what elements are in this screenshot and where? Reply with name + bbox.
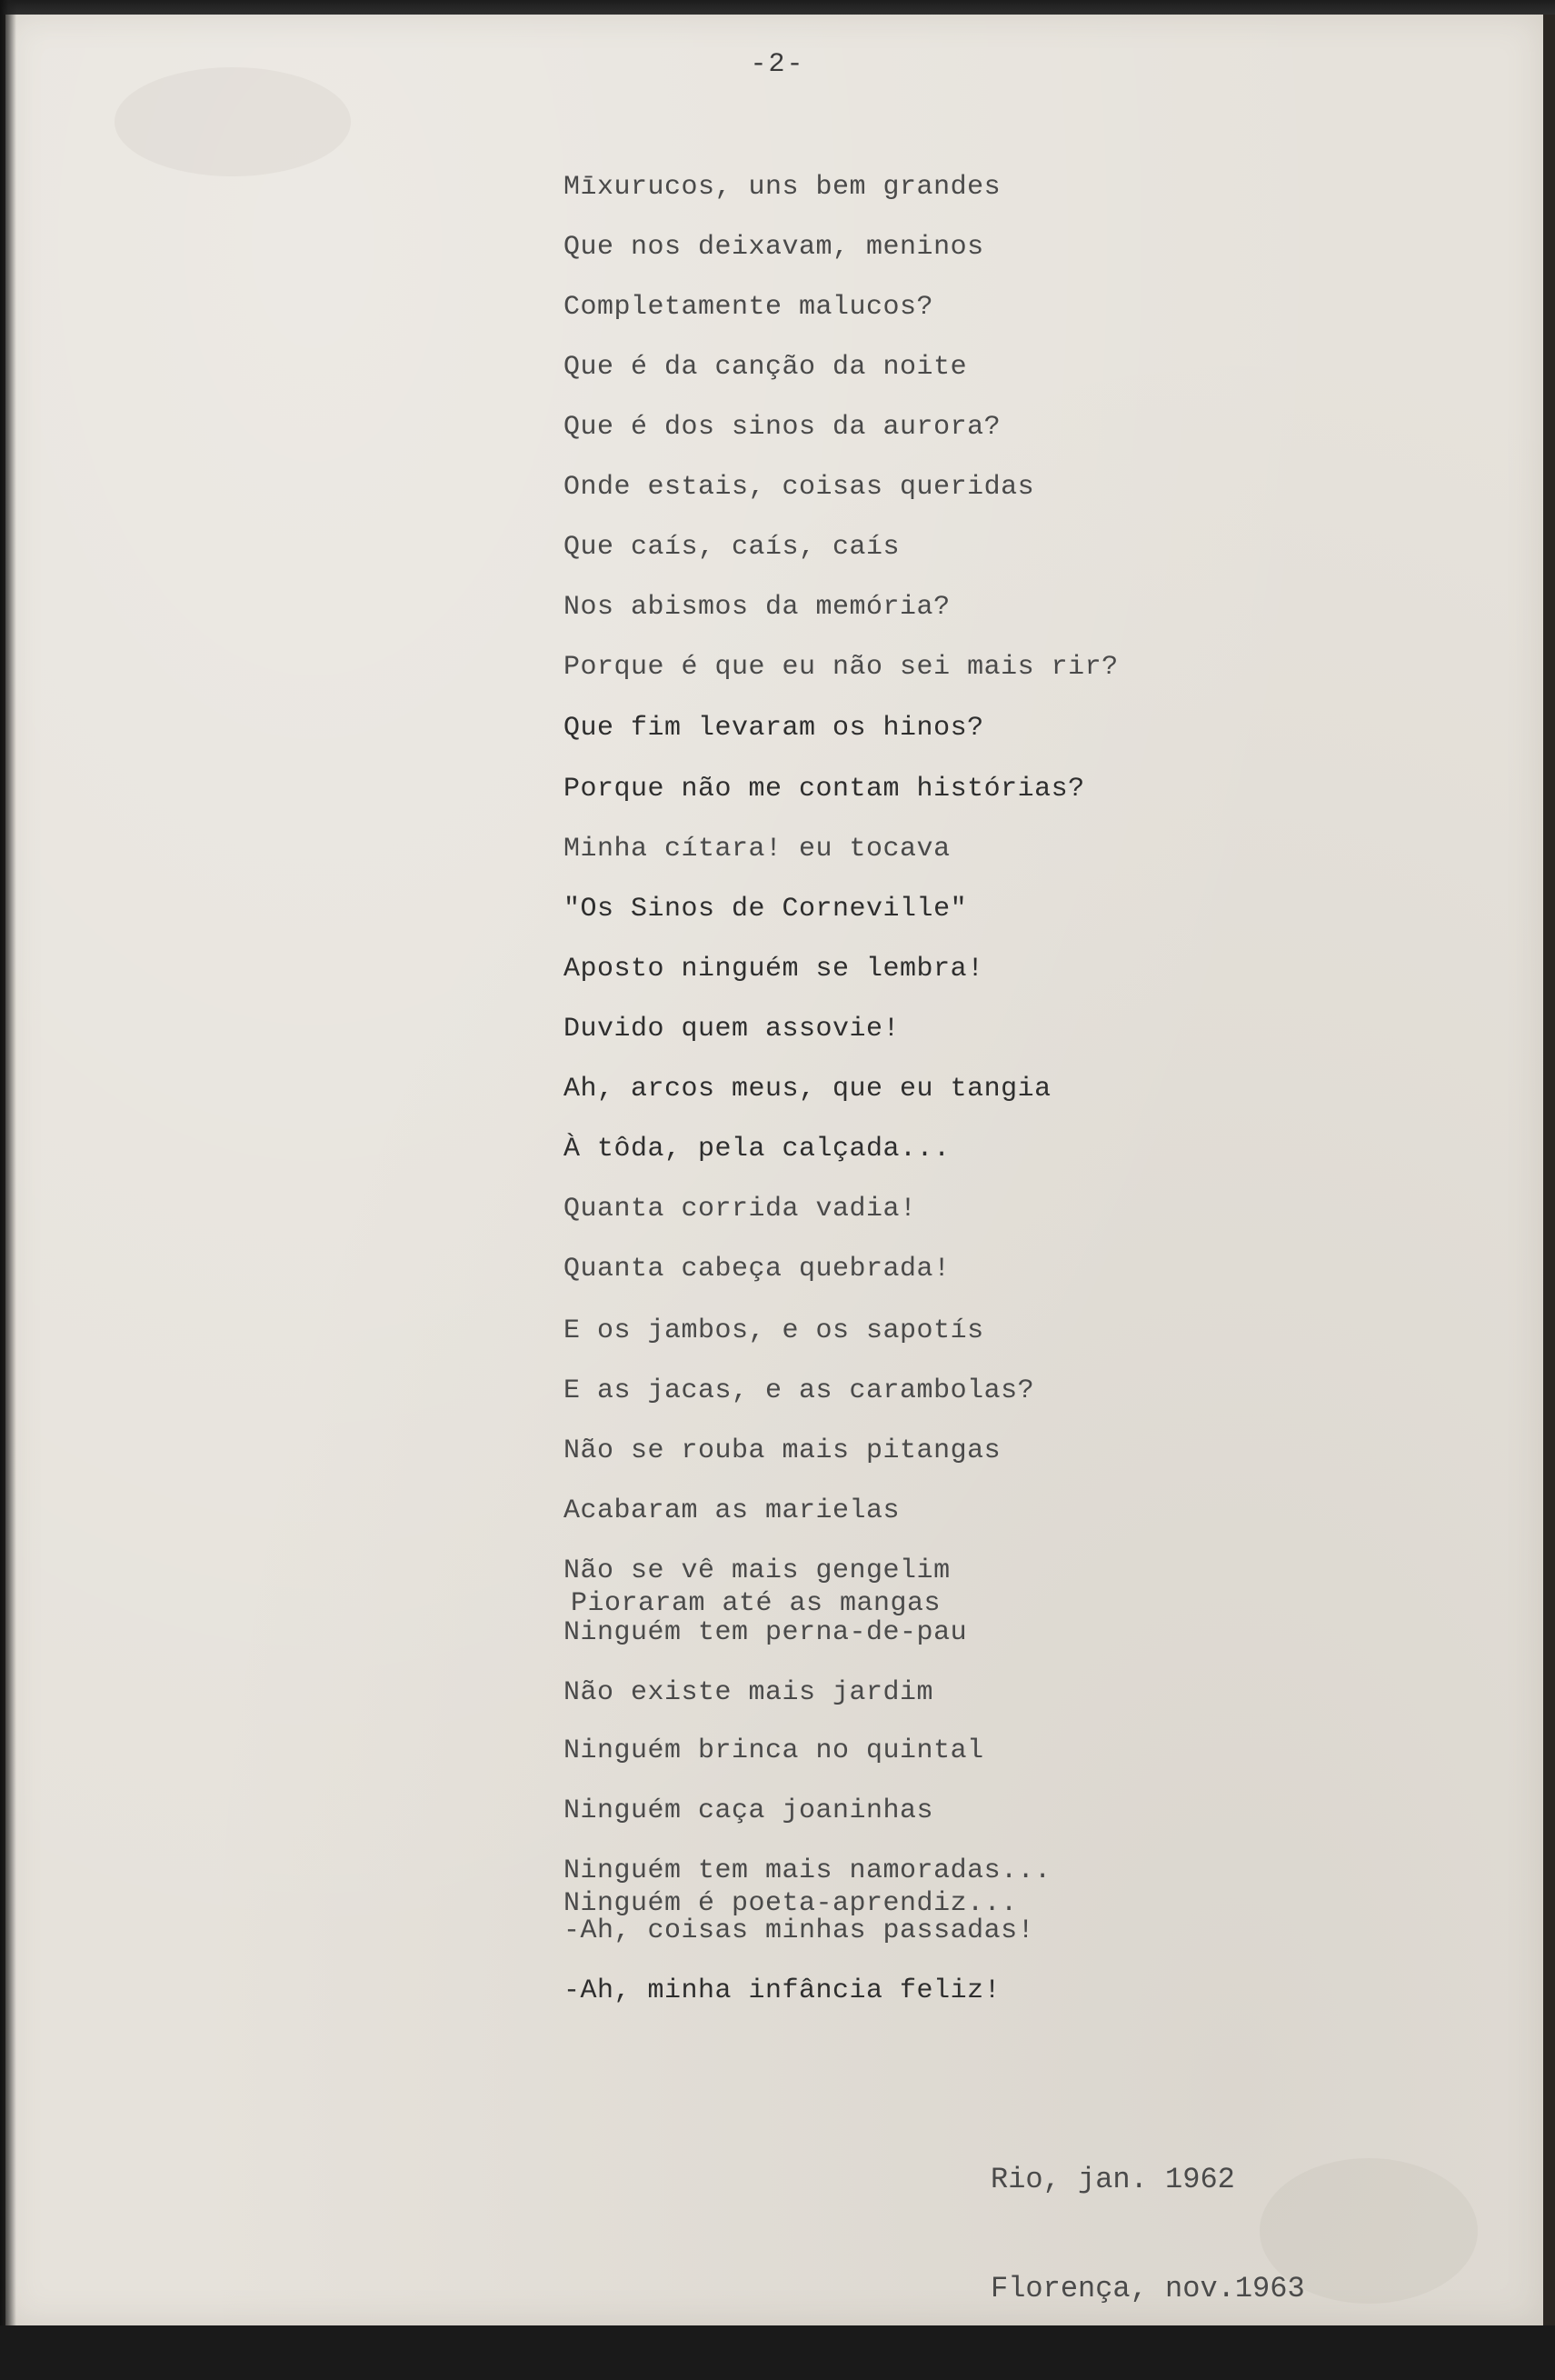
poem-line: Não existe mais jardim xyxy=(563,1677,934,1708)
poem-line: Ninguém tem perna-de-pau xyxy=(563,1617,968,1648)
poem-line: Mīxurucos, uns bem grandes xyxy=(563,172,1002,203)
poem-line: Pioraram até as mangas xyxy=(571,1588,942,1619)
signature-line-2: Florença, nov.1963 xyxy=(991,2272,1305,2305)
poem-line: Ninguém brinca no quintal xyxy=(563,1735,984,1766)
poem-line: Quanta cabeça quebrada! xyxy=(563,1254,951,1285)
poem-line: Onde estais, coisas queridas xyxy=(563,472,1035,503)
poem-line: -Ah, coisas minhas passadas! xyxy=(563,1915,1035,1946)
poem-line: Acabaram as marielas xyxy=(563,1495,901,1526)
poem-line: Não se vê mais gengelim xyxy=(563,1555,951,1586)
poem-line: Completamente malucos? xyxy=(563,292,934,323)
poem-line: À tôda, pela calçada... xyxy=(563,1134,951,1165)
poem-line: Quanta corrida vadia! xyxy=(563,1194,917,1225)
poem-line: Ninguém tem mais namoradas... xyxy=(563,1855,1052,1886)
poem-line: Ah, arcos meus, que eu tangia xyxy=(563,1074,1052,1105)
poem-line: Porque não me contam histórias? xyxy=(563,774,1085,805)
poem-line: Não se rouba mais pitangas xyxy=(563,1435,1002,1466)
poem-line: Nos abismos da memória? xyxy=(563,592,951,623)
poem-line: Aposto ninguém se lembra! xyxy=(563,954,984,985)
scan-left-shadow xyxy=(0,0,16,2325)
page-number: -2- xyxy=(750,49,805,80)
poem-line: "Os Sinos de Corneville" xyxy=(563,894,968,925)
poem-line: Que nos deixavam, meninos xyxy=(563,232,984,263)
poem-line: Porque é que eu não sei mais rir? xyxy=(563,652,1119,683)
poem-line: Que é dos sinos da aurora? xyxy=(563,412,1002,443)
poem-line: Ninguém é poeta-aprendiz... xyxy=(563,1888,1018,1919)
paper-stain xyxy=(115,67,351,176)
scan-top-edge xyxy=(0,0,1555,15)
poem-line: Minha cítara! eu tocava xyxy=(563,834,951,865)
poem-line: E os jambos, e os sapotís xyxy=(563,1315,984,1346)
poem-line: E as jacas, e as carambolas? xyxy=(563,1375,1035,1406)
poem-line: -Ah, minha infância feliz! xyxy=(563,1975,1002,2006)
poem-line: Que caís, caís, caís xyxy=(563,532,901,563)
signature-line-1: Rio, jan. 1962 xyxy=(991,2163,1235,2196)
poem-line: Duvido quem assovie! xyxy=(563,1014,901,1045)
poem-line: Que fim levaram os hinos? xyxy=(563,713,984,744)
poem-line: Ninguém caça joaninhas xyxy=(563,1795,934,1826)
poem-line: Que é da canção da noite xyxy=(563,352,968,383)
date-signature xyxy=(991,2089,1305,2380)
